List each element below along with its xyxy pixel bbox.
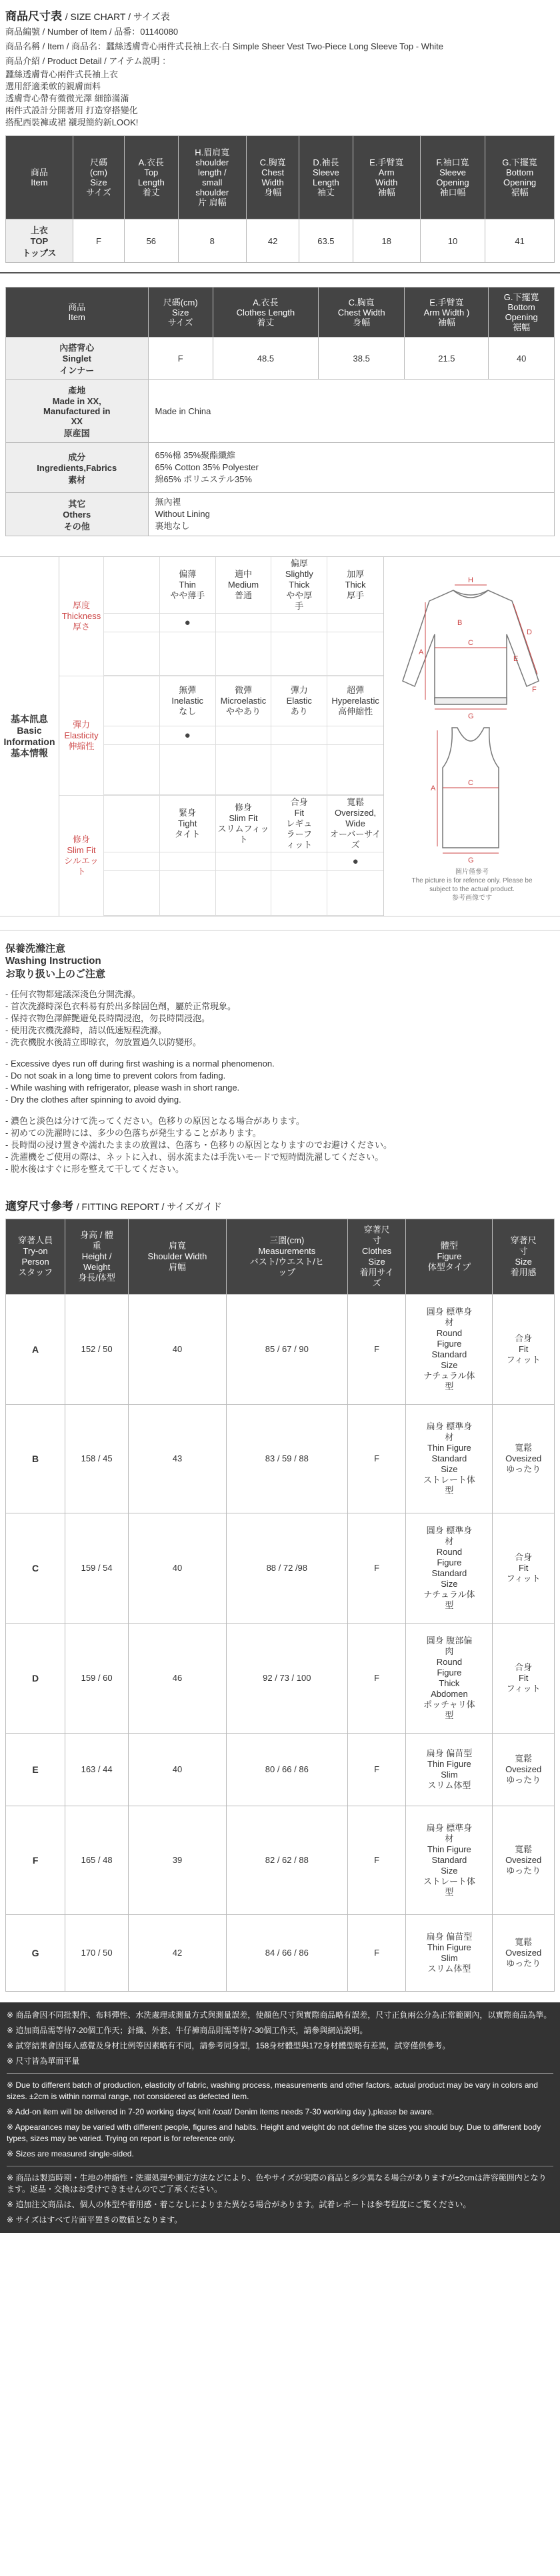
- note-line: ※ 商品は製造時期・生地の伸縮性・洗濯処理や測定方法などにより、色やサイズが実際の商品と多少異なる場合がありますが±2cmは許容範囲内となります。返品・交換はお受けできませんのでご了承ください。: [7, 2173, 547, 2194]
- slimfit-marker-cell: [216, 852, 272, 871]
- top-size-header-cell: G.下擺寬 Bottom Opening 裾幅: [485, 136, 555, 219]
- slimfit-row: [59, 796, 383, 916]
- top-size-cell: 42: [247, 219, 299, 263]
- fitting-cell: 合身 Fit フィット: [493, 1513, 555, 1624]
- singlet-cell: 48.5: [213, 338, 318, 380]
- top-size-header-cell: E.手臂寬 Arm Width 袖幅: [353, 136, 420, 219]
- note-line: ※ Due to different batch of production, elasticity of fabric, washing process, measurements and other factors, actual product may be vary in colors and sizes. ±2cm is within normal range, not considered as defected item.: [7, 2080, 538, 2101]
- fitting-row: [6, 1405, 555, 1513]
- thickness-label: 厚度 Thickness 厚さ: [59, 557, 104, 676]
- singlet-header-cell: 商品 Item: [6, 287, 149, 338]
- garment-illustration: [383, 557, 560, 916]
- composition-row: [6, 443, 555, 493]
- washing-title-jp: お取り扱い上のご注意: [5, 969, 106, 980]
- washing-line: - 脱水後はすぐに形を整えて干してください。: [5, 1164, 184, 1174]
- fitting-header-cell: 穿著尺 寸 Size 着用感: [493, 1219, 555, 1295]
- size-chart-title-sub: / SIZE CHART / サイズ表: [65, 11, 170, 22]
- fitting-cell: 92 / 73 / 100: [226, 1624, 347, 1734]
- fitting-cell: 圓身 腹部偏 肉 Round Figure Thick Abdomen ポッチャリ体 型: [406, 1624, 493, 1734]
- measurement-letter: H: [468, 576, 473, 584]
- elasticity-option: 無彈 Inelastic なし: [160, 676, 216, 726]
- washing-cn-lines: [0, 989, 560, 1058]
- washing-line: - 初めての洗濯時には、多少の色落ちが発生することがあります。: [5, 1128, 261, 1138]
- fitting-cell: 扁身 標準身 材 Thin Figure Standard Size ストレート体 型: [406, 1405, 493, 1513]
- others-row: [6, 493, 555, 536]
- fitting-cell: 159 / 60: [65, 1624, 129, 1734]
- fitting-title: [0, 1190, 560, 1215]
- origin-value: Made in China: [148, 380, 555, 443]
- basic-info-block: [0, 556, 560, 916]
- washing-line: - 洗濯機をご使用の際は、ネットに入れ、弱水流または手洗いモードで短時間洗濯してください。: [5, 1152, 384, 1162]
- elasticity-marker-cell: ●: [160, 726, 216, 745]
- measurement-letter: A: [419, 648, 424, 656]
- fitting-cell: D: [6, 1624, 65, 1734]
- fitting-row: [6, 1624, 555, 1734]
- washing-line: - 保持衣物色澤鮮艷避免長時間浸泡，勿長時間浸泡。: [5, 1013, 210, 1023]
- item-number: 商品編號 / Number of Item / 品番：01140080: [5, 27, 179, 37]
- fitting-row: [6, 1513, 555, 1624]
- measurement-letter: G: [468, 712, 474, 720]
- top-size-cell: 18: [353, 219, 420, 263]
- item-name: 商品名稱 / Item / 商品名：蠶絲透膚背心兩件式長袖上衣-白 Simple Sheer Vest Two-Piece Long Sleeve Top - White: [5, 41, 443, 51]
- fitting-cell: E: [6, 1734, 65, 1806]
- slimfit-empty-cell: [104, 871, 160, 916]
- fitting-cell: 40: [129, 1734, 227, 1806]
- slimfit-option: 修身 Slim Fit スリムフィッ ト: [216, 796, 272, 852]
- washing-line: - 濃色と淡色は分けて洗ってください。色移りの原因となる場合があります。: [5, 1116, 305, 1126]
- fitting-cell: C: [6, 1513, 65, 1624]
- slimfit-options: [104, 796, 383, 916]
- elasticity-empty-cell: [160, 745, 216, 795]
- fitting-cell: 158 / 45: [65, 1405, 129, 1513]
- top-size-header-cell: 商品 Item: [6, 136, 73, 219]
- fitting-cell: 圓身 標準身 材 Round Figure Standard Size ナチュラル体 型: [406, 1295, 493, 1405]
- slimfit-option: 合身 Fit レギュ ラーフ ィット: [271, 796, 327, 852]
- fitting-title-main: 適穿尺寸參考: [5, 1200, 73, 1213]
- fitting-cell: F: [347, 1734, 406, 1806]
- fitting-cell: G: [6, 1915, 65, 1992]
- measurement-letter: E: [513, 655, 519, 663]
- washing-jp-lines: [0, 1115, 560, 1175]
- top-size-cell: 上衣 TOP トップス: [6, 219, 73, 263]
- thickness-marker-cell: [216, 614, 272, 632]
- top-size-cell: 41: [485, 219, 555, 263]
- singlet-data-row: [6, 338, 555, 380]
- singlet-cell: 21.5: [405, 338, 489, 380]
- note-line: ※ 試穿結果會因每人感覺及身材比例等因素略有不同，請參考同身型，158身材體型與172身材體型略有差異，試穿僅供參考。: [7, 2041, 451, 2050]
- fitting-cell: 159 / 54: [65, 1513, 129, 1624]
- elasticity-row: [59, 676, 383, 796]
- fitting-cell: 80 / 66 / 86: [226, 1734, 347, 1806]
- others-value: 無內裡 Without Lining 裏地なし: [148, 493, 555, 536]
- thickness-empty-cell: [104, 632, 160, 676]
- thickness-marker-cell: ●: [160, 614, 216, 632]
- top-size-cell: 56: [125, 219, 178, 263]
- washing-line: - Do not soak in a long time to prevent colors from fading.: [5, 1071, 226, 1081]
- fitting-cell: 寬鬆 Ovesized ゆったり: [493, 1734, 555, 1806]
- singlet-header-cell: 尺碼(cm) Size サイズ: [148, 287, 213, 338]
- elasticity-marker-cell: [104, 726, 160, 745]
- elasticity-empty-cell: [104, 745, 160, 795]
- thickness-empty-cell: [327, 632, 383, 676]
- slimfit-empty-cell: [216, 871, 272, 916]
- thickness-option: 偏薄 Thin やや薄手: [160, 557, 216, 614]
- singlet-header-cell: A.衣長 Clothes Length 着丈: [213, 287, 318, 338]
- note-line: ※ Add-on item will be delivered in 7-20 working days( knit /coat/ Denim items needs 7-30 working day ),please be aware.: [7, 2107, 435, 2116]
- origin-label: 產地 Made in XX, Manufactured in XX 原産国: [6, 380, 149, 443]
- notes-section: [0, 2002, 560, 2233]
- washing-en-lines: [0, 1058, 560, 1115]
- fitting-row: [6, 1295, 555, 1405]
- fitting-cell: 寬鬆 Ovesized ゆったり: [493, 1915, 555, 1992]
- top-size-header-cell: 尺碼 (cm) Size サイズ: [73, 136, 124, 219]
- product-detail-line: 兩件式設計分開著用 打造穿搭變化: [5, 105, 138, 115]
- top-size-cell: 63.5: [299, 219, 353, 263]
- note-line: ※ Sizes are measured single-sided.: [7, 2149, 134, 2158]
- slimfit-empty-cell: [271, 871, 327, 916]
- fitting-cell: 40: [129, 1513, 227, 1624]
- washing-section: [0, 930, 560, 1175]
- fitting-header-cell: 穿著尺 寸 Clothes Size 着用サイ ズ: [347, 1219, 406, 1295]
- fitting-cell: 46: [129, 1624, 227, 1734]
- singlet-header-cell: E.手臂寬 Arm Width ) 袖幅: [405, 287, 489, 338]
- slimfit-empty-cell: [160, 871, 216, 916]
- fitting-row: [6, 1806, 555, 1915]
- thickness-marker-cell: [271, 614, 327, 632]
- fitting-row: [6, 1734, 555, 1806]
- washing-line: - 使用洗衣機洗滌時，請以低速短程洗滌。: [5, 1025, 167, 1035]
- slimfit-option: [104, 796, 160, 852]
- top-size-header-cell: F.袖口寬 Sleeve Opening 袖口幅: [420, 136, 485, 219]
- fitting-cell: 合身 Fit フィット: [493, 1295, 555, 1405]
- fitting-cell: F: [347, 1915, 406, 1992]
- fitting-cell: 84 / 66 / 86: [226, 1915, 347, 1992]
- fitting-cell: 85 / 67 / 90: [226, 1295, 347, 1405]
- fitting-cell: B: [6, 1405, 65, 1513]
- product-detail-line: 搭配西裝褲或裙 襯現簡約新LOOK!: [5, 117, 139, 127]
- product-detail-line: 蠶絲透膚背心兩件式長袖上衣: [5, 69, 119, 79]
- illustration-note: 圖片僅參考 The picture is for refence only. Please be subject to the actual product. 参考画像です: [411, 868, 533, 902]
- washing-line: - Dry the clothes after spinning to avoid dying.: [5, 1095, 181, 1105]
- product-detail-label: 商品介紹 / Product Detail / アイテム説明 ：: [5, 56, 171, 66]
- fitting-cell: F: [347, 1295, 406, 1405]
- washing-line: - 洗衣機脫水後請立即晾衣，勿放置過久以防變形。: [5, 1037, 201, 1047]
- fitting-cell: F: [347, 1513, 406, 1624]
- fitting-cell: 寬鬆 Ovesized ゆったり: [493, 1806, 555, 1915]
- fitting-cell: 合身 Fit フィット: [493, 1624, 555, 1734]
- elasticity-empty-cell: [271, 745, 327, 795]
- thickness-option: 適中 Medium 普通: [216, 557, 272, 614]
- top-size-header-cell: H.眉肩寬 shoulder length / small shoulder 片 肩幅: [178, 136, 246, 219]
- thickness-option: 偏厚 Slightly Thick やや厚 手: [271, 557, 327, 614]
- top-size-header-cell: C.胸寬 Chest Width 身幅: [247, 136, 299, 219]
- measurement-letter: B: [457, 619, 463, 627]
- top-size-table: [5, 135, 555, 263]
- fitting-cell: F: [6, 1806, 65, 1915]
- basic-info-grid: [59, 557, 383, 916]
- origin-row: [6, 380, 555, 443]
- size-chart-title-main: 商品尺寸表: [5, 10, 62, 23]
- product-detail-line: 選用舒適柔軟的親膚面料: [5, 81, 101, 91]
- thickness-empty-cell: [271, 632, 327, 676]
- fitting-table: [5, 1219, 555, 1992]
- top-size-data-row: [6, 219, 555, 263]
- fitting-header-cell: 肩寬 Shoulder Width 肩幅: [129, 1219, 227, 1295]
- top-size-cell: 10: [420, 219, 485, 263]
- elasticity-option: 超彈 Hyperelastic 高伸縮性: [327, 676, 383, 726]
- notes-cn: [7, 2008, 553, 2069]
- singlet-cell: F: [148, 338, 213, 380]
- fitting-title-sub: / FITTING REPORT / サイズガイド: [76, 1201, 222, 1212]
- product-detail-lines: [0, 69, 560, 129]
- measurement-letter: C: [468, 779, 473, 787]
- singlet-header-cell: G.下擺寬 Bottom Opening 裾幅: [489, 287, 555, 338]
- notes-jp: [7, 2170, 553, 2228]
- fitting-cell: 40: [129, 1295, 227, 1405]
- fitting-cell: A: [6, 1295, 65, 1405]
- washing-line: - 長時間の浸け置きや濡れたままの放置は、色落ち・色移りの原因となりますのでお避けください。: [5, 1140, 392, 1150]
- singlet-header-row: [6, 287, 555, 338]
- slimfit-marker-cell: [160, 852, 216, 871]
- fitting-cell: 170 / 50: [65, 1915, 129, 1992]
- elasticity-options: [104, 676, 383, 795]
- basic-info-label: 基本訊息 Basic Information 基本情報: [0, 557, 59, 916]
- singlet-header-cell: C.胸寬 Chest Width 身幅: [318, 287, 405, 338]
- thickness-marker-cell: [327, 614, 383, 632]
- elasticity-label: 彈力 Elasticity 伸縮性: [59, 676, 104, 795]
- fitting-header-row: [6, 1219, 555, 1295]
- measurement-letter: A: [431, 784, 436, 792]
- divider: [0, 272, 560, 273]
- slimfit-label: 修身 Slim Fit シルエッ ト: [59, 796, 104, 916]
- singlet-cell: 40: [489, 338, 555, 380]
- composition-value: 65%棉 35%聚酯纖維 65% Cotton 35% Polyester 綿65% ポリエステル35%: [148, 443, 555, 493]
- washing-title-cn: 保養洗滌注意: [5, 943, 66, 954]
- washing-line: - 任何衣物都建議深淺色分開洗滌。: [5, 989, 141, 999]
- note-line: ※ 尺寸皆為單面平量: [7, 2056, 80, 2066]
- measurement-letter: G: [468, 856, 474, 864]
- slimfit-marker-cell: [271, 852, 327, 871]
- thickness-options: [104, 557, 383, 676]
- note-line: ※ Appearances may be varied with different people, figures and habits. Height and weight do not define the sizes you should buy. Due to different body types, sizes may be varied. Trying on report is for reference only.: [7, 2122, 541, 2143]
- fitting-cell: 82 / 62 / 88: [226, 1806, 347, 1915]
- slimfit-option: 緊身 Tight タイト: [160, 796, 216, 852]
- fitting-cell: 165 / 48: [65, 1806, 129, 1915]
- top-size-header-cell: D.袖長 Sleeve Length 袖丈: [299, 136, 353, 219]
- singlet-size-table: [5, 287, 555, 536]
- washing-line: - 首次洗滌時深色衣料易有於出多餘固色劑，屬於正常現象。: [5, 1001, 236, 1011]
- fitting-cell: 寬鬆 Ovesized ゆったり: [493, 1405, 555, 1513]
- washing-title-en: Washing Instruction: [5, 955, 101, 967]
- washing-line: - While washing with refrigerator, please wash in short range.: [5, 1083, 240, 1093]
- slimfit-marker-cell: ●: [327, 852, 383, 871]
- thickness-empty-cell: [216, 632, 272, 676]
- fitting-cell: 扁身 偏苗型 Thin Figure Slim スリム体型: [406, 1915, 493, 1992]
- singlet-cell: 38.5: [318, 338, 405, 380]
- slimfit-empty-cell: [327, 871, 383, 916]
- thickness-empty-cell: [160, 632, 216, 676]
- elasticity-option: [104, 676, 160, 726]
- measurement-letter: C: [468, 639, 473, 647]
- fitting-row: [6, 1915, 555, 1992]
- fitting-cell: 扁身 偏苗型 Thin Figure Slim スリム体型: [406, 1734, 493, 1806]
- composition-label: 成分 Ingredients,Fabrics 素材: [6, 443, 149, 493]
- elasticity-marker-cell: [271, 726, 327, 745]
- top-size-cell: F: [73, 219, 124, 263]
- elasticity-option: 微彈 Microelastic ややあり: [216, 676, 272, 726]
- fitting-cell: 43: [129, 1405, 227, 1513]
- others-label: 其它 Others その他: [6, 493, 149, 536]
- slimfit-option: 寬鬆 Oversized, Wide オーバーサイ ズ: [327, 796, 383, 852]
- thickness-option: [104, 557, 160, 614]
- fitting-header-cell: 穿著人員 Try-on Person スタッフ: [6, 1219, 65, 1295]
- top-size-cell: 8: [178, 219, 246, 263]
- fitting-header-cell: 體型 Figure 体型タイプ: [406, 1219, 493, 1295]
- fitting-cell: 圓身 標準身 材 Round Figure Standard Size ナチュラル体 型: [406, 1513, 493, 1624]
- singlet-cell: 內搭背心 Singlet インナー: [6, 338, 149, 380]
- thickness-marker-cell: [104, 614, 160, 632]
- size-chart-title: [0, 0, 560, 25]
- fitting-cell: F: [347, 1806, 406, 1915]
- note-line: ※ 追加商品需等待7-20個工作天；針織、外套、牛仔褲商品則需等待7-30個工作天，請參與網站說明。: [7, 2026, 368, 2035]
- note-line: ※ サイズはすべて片面平置きの数値となります。: [7, 2215, 183, 2224]
- fitting-cell: 42: [129, 1915, 227, 1992]
- elasticity-marker-cell: [216, 726, 272, 745]
- thickness-option: 加厚 Thick 厚手: [327, 557, 383, 614]
- measurement-letter: F: [532, 686, 537, 694]
- top-size-header-row: [6, 136, 555, 219]
- fitting-header-cell: 三圍(cm) Measurements バスト/ウエスト/ヒ ップ: [226, 1219, 347, 1295]
- fitting-header-cell: 身高 / 體 重 Height / Weight 身長/体型: [65, 1219, 129, 1295]
- washing-line: - Excessive dyes run off during first washing is a normal phenomenon.: [5, 1059, 275, 1069]
- top-size-header-cell: A.衣長 Top Length 着丈: [125, 136, 178, 219]
- fitting-cell: F: [347, 1405, 406, 1513]
- note-line: ※ 商品會因不同批製作、布料彈性、水洗處理或測量方式與測量誤差，使顏色尺寸與實際商品略有誤差，尺寸正負兩公分為正常範圍內，以實際商品為準。: [7, 2010, 552, 2020]
- thickness-row: [59, 557, 383, 676]
- fitting-cell: 扁身 標準身 材 Thin Figure Standard Size ストレート体 型: [406, 1806, 493, 1915]
- elasticity-marker-cell: [327, 726, 383, 745]
- elasticity-empty-cell: [216, 745, 272, 795]
- fitting-cell: F: [347, 1624, 406, 1734]
- elasticity-empty-cell: [327, 745, 383, 795]
- fitting-cell: 39: [129, 1806, 227, 1915]
- fitting-body: [6, 1295, 555, 1992]
- slimfit-marker-cell: [104, 852, 160, 871]
- fitting-cell: 152 / 50: [65, 1295, 129, 1405]
- elasticity-option: 彈力 Elastic あり: [271, 676, 327, 726]
- garment-diagram: [388, 561, 553, 868]
- product-detail-line: 透膚背心帶有微微光澤 細節滿滿: [5, 93, 129, 103]
- fitting-cell: 88 / 72 /98: [226, 1513, 347, 1624]
- notes-en: [7, 2078, 553, 2162]
- fitting-cell: 163 / 44: [65, 1734, 129, 1806]
- measurement-letter: D: [527, 628, 532, 636]
- notes-divider: [7, 2073, 553, 2074]
- fitting-cell: 83 / 59 / 88: [226, 1405, 347, 1513]
- note-line: ※ 追加注文商品は、個人の体型や着用感・着こなしによりまた異なる場合があります。試着レポートは参考程度にご覧ください。: [7, 2200, 471, 2209]
